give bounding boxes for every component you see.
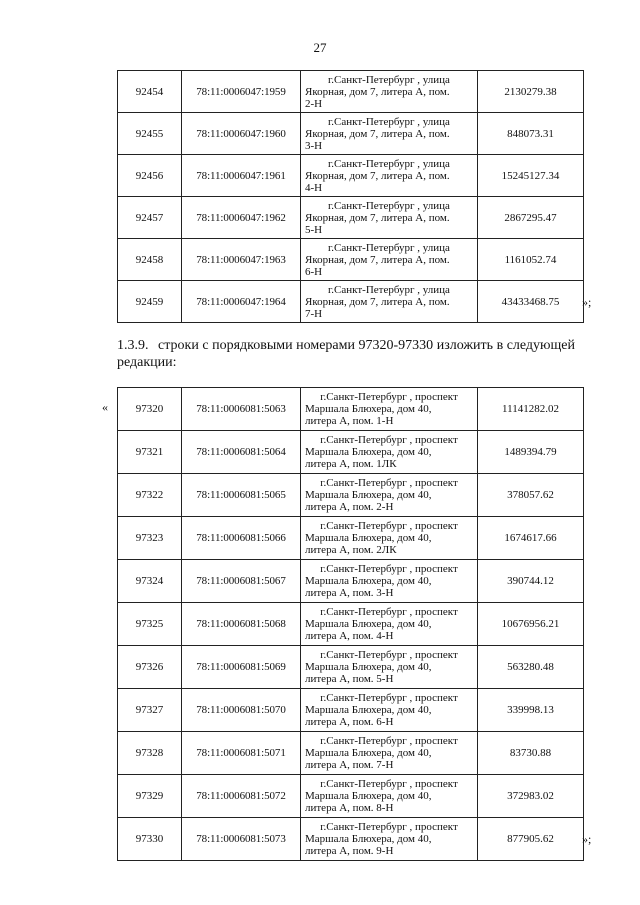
cadastral-value-cell: 11141282.02: [478, 388, 584, 431]
address-line-3: 3-Н: [305, 139, 323, 152]
table-1-body: [118, 71, 584, 323]
table-row: [118, 474, 584, 517]
address-cell: [301, 431, 478, 474]
cadastral-number-cell: 78:11:0006081:5073: [182, 818, 301, 861]
cadastral-number-cell: 78:11:0006047:1960: [182, 113, 301, 155]
address-line-1: г.Санкт-Петербург , улица: [328, 199, 450, 212]
closing-quote-mark: »;: [582, 832, 592, 846]
address-line-1: г.Санкт-Петербург , проспект: [320, 434, 458, 446]
address-line-3: 4-Н: [305, 181, 323, 194]
row-number-cell: 92454: [118, 71, 182, 113]
table-2-body: [118, 388, 584, 861]
address-line-2: Маршала Блюхера, дом 40,: [305, 403, 432, 415]
cadastral-value-cell: 10676956.21: [478, 603, 584, 646]
address-line-2: Якорная, дом 7, литера А, пом.: [305, 127, 450, 140]
address-line-2: Маршала Блюхера, дом 40,: [305, 618, 432, 630]
row-number-cell: 92456: [118, 155, 182, 197]
table-row: [118, 818, 584, 861]
address-line-3: литера А, пом. 6-Н: [305, 716, 394, 728]
cadastral-value-cell: 2130279.38: [478, 71, 584, 113]
cadastral-number-cell: 78:11:0006047:1963: [182, 239, 301, 281]
address-line-3: литера А, пом. 3-Н: [305, 587, 394, 599]
cadastral-number-cell: 78:11:0006047:1962: [182, 197, 301, 239]
address-line-3: 5-Н: [305, 223, 323, 236]
cadastral-value-cell: 15245127.34: [478, 155, 584, 197]
address-cell: [301, 113, 478, 155]
cadastral-number-cell: 78:11:0006081:5071: [182, 732, 301, 775]
row-number-cell: 92459: [118, 281, 182, 323]
address-line-1: г.Санкт-Петербург , улица: [328, 157, 450, 170]
address-line-1: г.Санкт-Петербург , проспект: [320, 563, 458, 575]
row-number-cell: 92455: [118, 113, 182, 155]
address-line-1: г.Санкт-Петербург , улица: [328, 73, 450, 86]
address-line-3: 6-Н: [305, 265, 323, 278]
cadastral-number-cell: 78:11:0006081:5068: [182, 603, 301, 646]
address-cell: [301, 388, 478, 431]
cadastral-number-cell: 78:11:0006081:5063: [182, 388, 301, 431]
row-number-cell: 97325: [118, 603, 182, 646]
address-line-1: г.Санкт-Петербург , улица: [328, 115, 450, 128]
table-row: [118, 603, 584, 646]
row-number-cell: 97329: [118, 775, 182, 818]
address-line-1: г.Санкт-Петербург , проспект: [320, 778, 458, 790]
cadastral-number-cell: 78:11:0006081:5067: [182, 560, 301, 603]
amendment-paragraph: [117, 337, 575, 371]
address-line-3: литера А, пом. 7-Н: [305, 759, 394, 771]
row-number-cell: 97320: [118, 388, 182, 431]
registry-table-1: [117, 70, 584, 323]
row-number-cell: 97330: [118, 818, 182, 861]
address-line-3: 2-Н: [305, 97, 323, 110]
address-line-1: г.Санкт-Петербург , проспект: [320, 391, 458, 403]
address-line-2: Якорная, дом 7, литера А, пом.: [305, 85, 450, 98]
address-line-2: Маршала Блюхера, дом 40,: [305, 747, 432, 759]
registry-table-2: [117, 387, 584, 861]
address-cell: [301, 732, 478, 775]
cadastral-number-cell: 78:11:0006047:1961: [182, 155, 301, 197]
address-line-2: Маршала Блюхера, дом 40,: [305, 575, 432, 587]
address-line-2: Якорная, дом 7, литера А, пом.: [305, 211, 450, 224]
row-number-cell: 97322: [118, 474, 182, 517]
table-row: [118, 197, 584, 239]
paragraph-text: строки с порядковыми номерами 97320-97330 изложить в следующей редакции:: [117, 338, 575, 370]
table-row: [118, 775, 584, 818]
address-line-3: литера А, пом. 2-Н: [305, 501, 394, 513]
address-cell: [301, 197, 478, 239]
address-line-2: Якорная, дом 7, литера А, пом.: [305, 169, 450, 182]
address-line-1: г.Санкт-Петербург , проспект: [320, 477, 458, 489]
address-line-2: Маршала Блюхера, дом 40,: [305, 790, 432, 802]
row-number-cell: 97326: [118, 646, 182, 689]
cadastral-number-cell: 78:11:0006081:5072: [182, 775, 301, 818]
opening-quote-mark: «: [102, 400, 108, 414]
address-line-3: литера А, пом. 2ЛК: [305, 544, 397, 556]
row-number-cell: 97328: [118, 732, 182, 775]
address-line-2: Маршала Блюхера, дом 40,: [305, 532, 432, 544]
cadastral-number-cell: 78:11:0006047:1959: [182, 71, 301, 113]
cadastral-value-cell: 563280.48: [478, 646, 584, 689]
address-line-3: литера А, пом. 1-Н: [305, 415, 394, 427]
page-number: 27: [313, 40, 327, 55]
address-cell: [301, 560, 478, 603]
cadastral-number-cell: 78:11:0006081:5070: [182, 689, 301, 732]
address-line-3: 7-Н: [305, 307, 323, 320]
address-line-2: Маршала Блюхера, дом 40,: [305, 489, 432, 501]
cadastral-value-cell: 43433468.75: [478, 281, 584, 323]
address-line-3: литера А, пом. 8-Н: [305, 802, 394, 814]
cadastral-value-cell: 1489394.79: [478, 431, 584, 474]
address-line-2: Якорная, дом 7, литера А, пом.: [305, 253, 450, 266]
cadastral-value-cell: 378057.62: [478, 474, 584, 517]
address-cell: [301, 281, 478, 323]
address-line-1: г.Санкт-Петербург , проспект: [320, 649, 458, 661]
table-row: [118, 113, 584, 155]
address-cell: [301, 239, 478, 281]
table-row: [118, 281, 584, 323]
address-line-2: Маршала Блюхера, дом 40,: [305, 833, 432, 845]
address-line-2: Якорная, дом 7, литера А, пом.: [305, 295, 450, 308]
table-row: [118, 71, 584, 113]
cadastral-value-cell: 848073.31: [478, 113, 584, 155]
row-number-cell: 92458: [118, 239, 182, 281]
address-line-1: г.Санкт-Петербург , проспект: [320, 735, 458, 747]
address-line-1: г.Санкт-Петербург , улица: [328, 241, 450, 254]
address-line-3: литера А, пом. 9-Н: [305, 845, 394, 857]
cadastral-value-cell: 372983.02: [478, 775, 584, 818]
cadastral-number-cell: 78:11:0006081:5065: [182, 474, 301, 517]
table-row: [118, 239, 584, 281]
table-row: [118, 155, 584, 197]
row-number-cell: 92457: [118, 197, 182, 239]
address-cell: [301, 517, 478, 560]
address-cell: [301, 689, 478, 732]
address-line-1: г.Санкт-Петербург , проспект: [320, 692, 458, 704]
address-cell: [301, 775, 478, 818]
address-cell: [301, 71, 478, 113]
cadastral-number-cell: 78:11:0006047:1964: [182, 281, 301, 323]
row-number-cell: 97323: [118, 517, 182, 560]
address-line-1: г.Санкт-Петербург , проспект: [320, 821, 458, 833]
address-line-1: г.Санкт-Петербург , проспект: [320, 520, 458, 532]
address-line-1: г.Санкт-Петербург , проспект: [320, 606, 458, 618]
cadastral-value-cell: 1674617.66: [478, 517, 584, 560]
cadastral-value-cell: 2867295.47: [478, 197, 584, 239]
cadastral-value-cell: 83730.88: [478, 732, 584, 775]
row-number-cell: 97321: [118, 431, 182, 474]
cadastral-value-cell: 877905.62: [478, 818, 584, 861]
row-number-cell: 97327: [118, 689, 182, 732]
address-line-3: литера А, пом. 4-Н: [305, 630, 394, 642]
table-row: [118, 431, 584, 474]
table-row: [118, 560, 584, 603]
table-row: [118, 517, 584, 560]
table-row: [118, 689, 584, 732]
cadastral-number-cell: 78:11:0006081:5064: [182, 431, 301, 474]
cadastral-value-cell: 339998.13: [478, 689, 584, 732]
address-line-3: литера А, пом. 5-Н: [305, 673, 394, 685]
address-line-2: Маршала Блюхера, дом 40,: [305, 661, 432, 673]
table-row: [118, 732, 584, 775]
cadastral-number-cell: 78:11:0006081:5069: [182, 646, 301, 689]
closing-quote-mark: »;: [582, 294, 592, 309]
address-line-2: Маршала Блюхера, дом 40,: [305, 446, 432, 458]
address-cell: [301, 646, 478, 689]
address-line-3: литера А, пом. 1ЛК: [305, 458, 397, 470]
address-cell: [301, 818, 478, 861]
table-row: [118, 646, 584, 689]
row-number-cell: 97324: [118, 560, 182, 603]
address-line-1: г.Санкт-Петербург , улица: [328, 283, 450, 296]
table-row: [118, 388, 584, 431]
paragraph-number: 1.3.9.: [117, 338, 149, 353]
address-cell: [301, 474, 478, 517]
cadastral-number-cell: 78:11:0006081:5066: [182, 517, 301, 560]
address-cell: [301, 155, 478, 197]
address-cell: [301, 603, 478, 646]
cadastral-value-cell: 390744.12: [478, 560, 584, 603]
cadastral-value-cell: 1161052.74: [478, 239, 584, 281]
address-line-2: Маршала Блюхера, дом 40,: [305, 704, 432, 716]
